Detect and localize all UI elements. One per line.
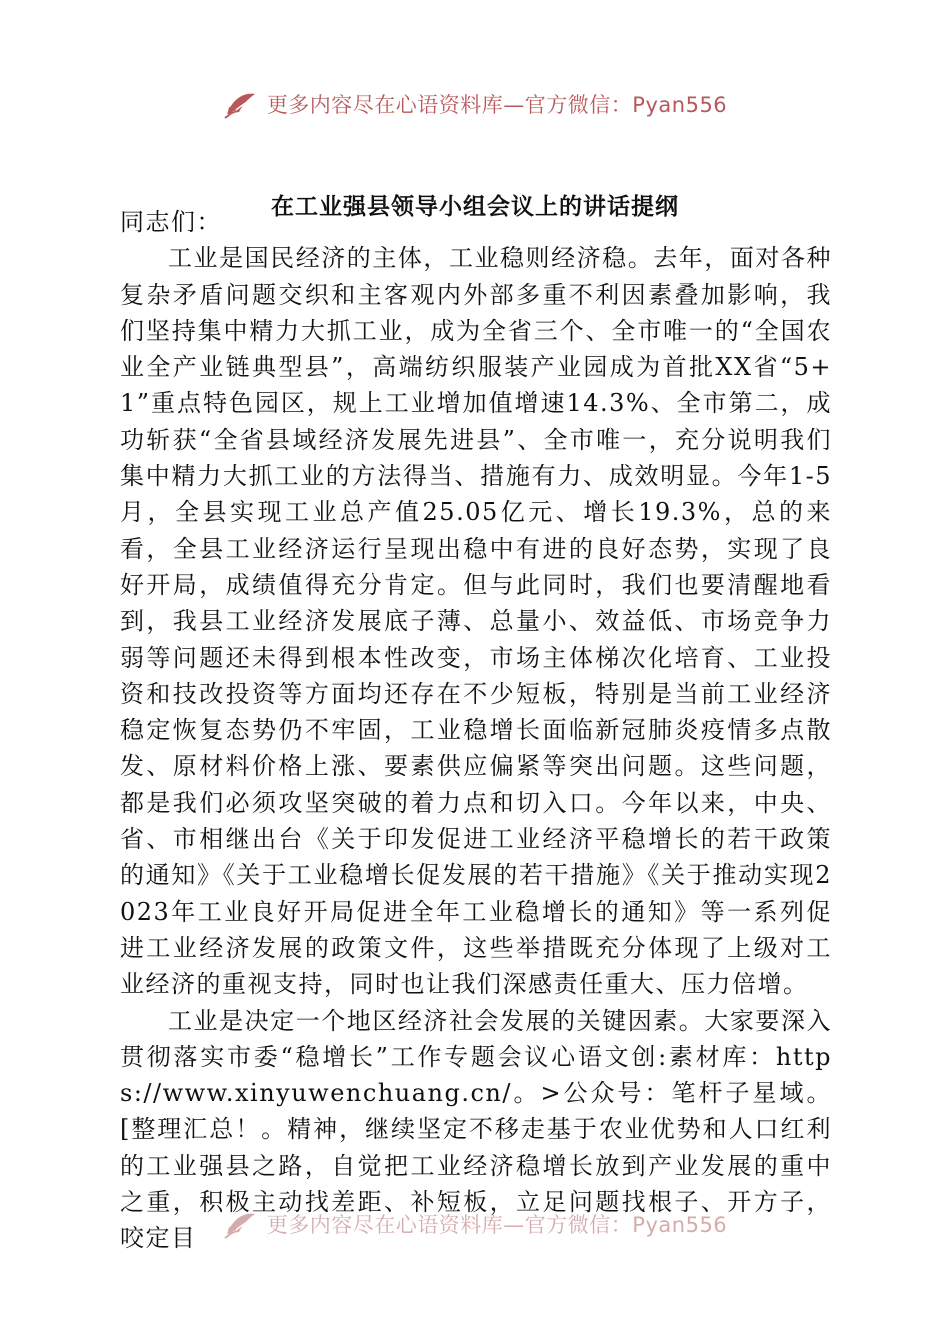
document-title: 在工业强县领导小组会议上的讲话提纲 bbox=[271, 193, 679, 220]
pen-nib-logo-icon bbox=[223, 88, 259, 120]
paragraph: 工业是决定一个地区经济社会发展的关键因素。大家要深入贯彻落实市委“稳增长”工作专题会议心语文创:素材库：https://www.xinyuwenchuang.cn/。>公众号：笔杆子星域。[整理汇总！。精神，继续坚定不移走基于农业优势和人口红利的工业强县之路，自觉把工业经济稳增长放到产业发展的重中之重，积极主动找差距、补短板，立足问题找根子、开方子，咬定目 bbox=[120, 1006, 832, 1253]
watermark-footer bbox=[0, 1204, 950, 1244]
watermark-text: 更多内容尽在心语资料库—官方微信：Pyan556 bbox=[266, 93, 728, 117]
salutation: 同志们： bbox=[120, 208, 222, 236]
watermark-text: 更多内容尽在心语资料库—官方微信：Pyan556 bbox=[266, 1213, 728, 1237]
watermark-header bbox=[0, 84, 950, 124]
pen-nib-logo-icon bbox=[223, 1208, 259, 1240]
paragraph: 工业是国民经济的主体，工业稳则经济稳。去年，面对各种复杂矛盾问题交织和主客观内外部多重不利因素叠加影响，我们坚持集中精力大抓工业，成为全省三个、全市唯一的“全国农业全产业链典型县”，高端纺织服装产业园成为首批XX省“5+1”重点特色园区，规上工业增加值增速14.3%、全市第二，成功斩获“全省县域经济发展先进县”、全市唯一，充分说明我们集中精力大抓工业的方法得当、措施有力、成效明显。今年1-5月，全县实现工业总产值25.05亿元、增长19.3%，总的来看，全县工业经济运行呈现出稳中有进的良好态势，实现了良好开局，成绩值得充分肯定。但与此同时，我们也要清醒地看到，我县工业经济发展底子薄、总量小、效益低、市场竞争力弱等问题还未得到根本性改变，市场主体梯次化培育、工业投资和技改投资等方面均还存在不少短板，特别是当前工业经济稳定恢复态势仍不牢固，工业稳增长面临新冠肺炎疫情多点散发、原材料价格上涨、要素供应偏紧等突出问题。这些问题，都是我们必须攻坚突破的着力点和切入口。今年以来，中央、省、市相继出台《关于印发促进工业经济平稳增长的若干政策的通知》《关于工业稳增长促发展的若干措施》《关于推动实现2023年工业良好开局促进全年工业稳增长的通知》等一系列促进工业经济发展的政策文件，这些举措既充分体现了上级对工业经济的重视支持，同时也让我们深感责任重大、压力倍增。 bbox=[120, 244, 832, 999]
document-body bbox=[120, 204, 832, 1257]
